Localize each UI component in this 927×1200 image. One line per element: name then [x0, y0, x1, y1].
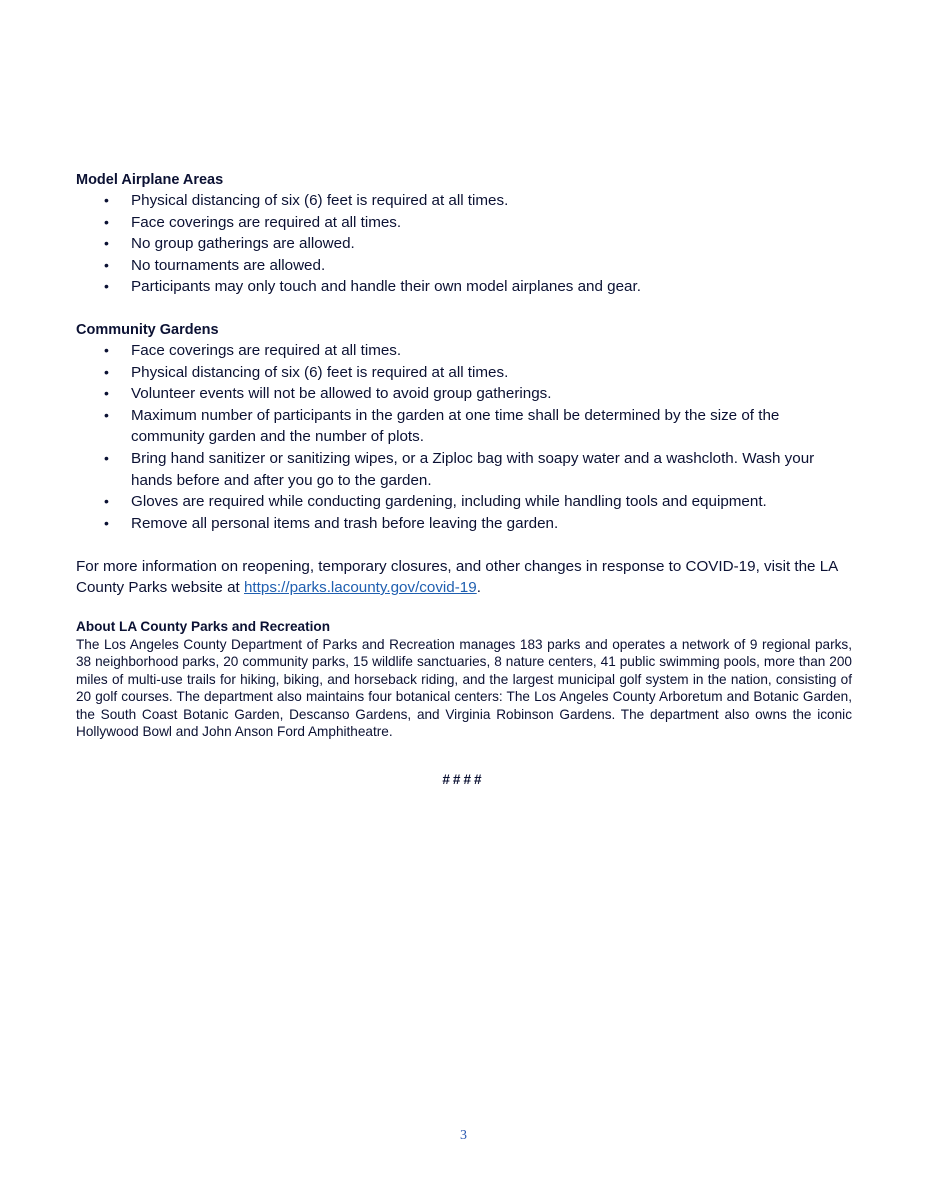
list-item: • Bring hand sanitizer or sanitizing wipes, or a Ziploc bag with soapy water and a washcloth. Wash your hands before and after you go to the garden. [76, 448, 852, 491]
bullet-list [76, 190, 852, 298]
bullet-list [76, 340, 852, 534]
section-heading: Model Airplane Areas [76, 172, 224, 188]
section-model-airplane-areas [76, 170, 852, 298]
more-info-suffix: . [476, 579, 481, 596]
list-item: • Maximum number of participants in the garden at one time shall be determined by the size of the community garden and the number of plots. [76, 405, 852, 448]
list-item: • No tournaments are allowed. [76, 255, 852, 277]
covid-19-link[interactable]: https://parks.lacounty.gov/covid-19 [243, 579, 477, 596]
list-item: • No group gatherings are allowed. [76, 233, 852, 255]
list-item: • Participants may only touch and handle their own model airplanes and gear. [76, 276, 852, 298]
about-body: The Los Angeles County Department of Parks and Recreation manages 183 parks and operates a network of 9 regional parks, 38 neighborhood parks, 20 community parks, 15 wildlife sanctuaries, 8 nature centers, 41 public swimming pools, more than 200 miles of multi-use trails for hiking, biking, and horseback riding, and the largest municipal golf system in the nation, consisting of 20 golf courses. The department also maintains four botanical centers: The Los Angeles County Arboretum and Botanic Garden, the South Coast Botanic Garden, Descanso Gardens, and Virginia Robinson Gardens. The department also owns the iconic Hollywood Bowl and John Anson Ford Amphitheatre. [76, 637, 852, 740]
more-info-text: For more information on reopening, temporary closures, and other changes in response to COVID-19, visit the LA County Parks website at [76, 558, 838, 596]
section-community-gardens [76, 320, 852, 534]
section-heading: Community Gardens [76, 322, 219, 338]
list-item: • Face coverings are required at all times. [76, 340, 852, 362]
list-item: • Remove all personal items and trash before leaving the garden. [76, 513, 852, 535]
about-heading: About LA County Parks and Recreation [76, 619, 331, 634]
list-item: • Gloves are required while conducting gardening, including while handling tools and equipment. [76, 491, 852, 513]
list-item: • Physical distancing of six (6) feet is required at all times. [76, 362, 852, 384]
list-item: • Face coverings are required at all times. [76, 212, 852, 234]
page-number: 3 [460, 1128, 467, 1143]
end-marker: #### [442, 772, 485, 787]
more-info-paragraph [76, 556, 856, 598]
about-section [76, 618, 852, 740]
list-item: • Physical distancing of six (6) feet is required at all times. [76, 190, 852, 212]
list-item: • Volunteer events will not be allowed to avoid group gatherings. [76, 383, 852, 405]
